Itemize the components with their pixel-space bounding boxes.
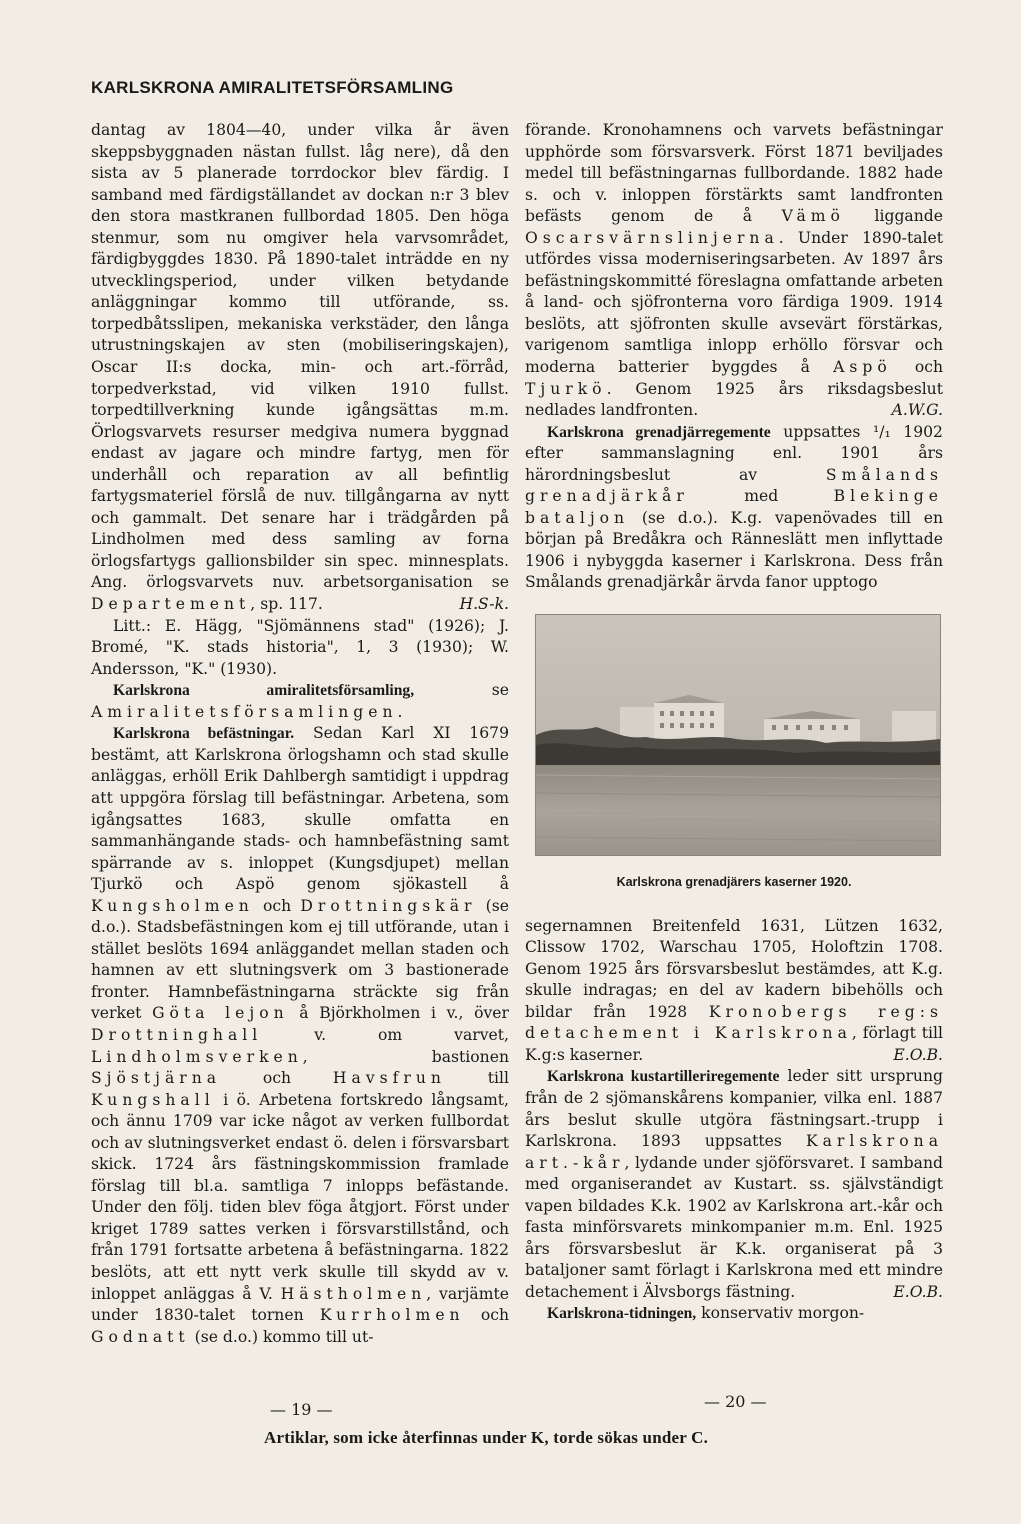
page-header: KARLSKRONA AMIRALITETSFÖRSAMLING — [91, 78, 454, 97]
left-paragraph-1: dantag av 1804—40, under vilka år även skeppsbyggnaden nästan fullst. låg nere), då den sista av 5 planerade torrdockor blev färdig. I samband med färdigställandet av dockan n:r 3 blev den stora mastkranen fullbordad 1805. Den höga stenmur, som nu omgiver hela varvsområdet, färdigbyggdes 1830. På 1890-talet inträdde en ny utvecklingsperiod, under vilken betydande anläggningar kommo till utförande, ss. torpedbåtsslipen, mekaniska verkstäder, den långa utrustningskajen av sten (mobiliseringskajen), Oscar II:s docka, min- och art.-förråd, torpedverkstad, vid vilken 1910 fullst. torpedtillverkning kunde igångsättas m.m. Örlogsvarvets resurser medgiva numera byggnad endast av jagare och mindre fartyg, men för underhåll och reparation av all befintlig fartygsmateriel förslå de nuv. tillgångarna av nytt och gammalt. Det senare har i trädgården på Lindholmen med dess samling av forna örlogsfartygs gallionsbilder sin spec. minnesplats. Ang. örlogsvarvets nuv. arbetsorganisation se Departement, sp. 117. H.S-k. — [91, 120, 509, 616]
signature: E.O.B. — [893, 1045, 943, 1064]
signature: A.W.G. — [891, 401, 943, 420]
right-column — [525, 120, 943, 1325]
entry-karlskrona-tidningen: Karlskrona-tidningen, konservativ morgon- — [547, 1304, 865, 1323]
entry-heading: Karlskrona-tidningen, — [547, 1305, 697, 1323]
footer-note: Artiklar, som icke återfinnas under K, torde sökas under C. — [264, 1428, 709, 1447]
photo-figure — [525, 614, 943, 856]
right-paragraph-2-cont: segernamnen Breitenfeld 1631, Lützen 1632, Clissow 1702, Warschau 1705, Holoftzin 1708. Genom 1925 års försvarsbeslut bestämdes, att K.g. skulle indragas; en del av kadern bibehölls och bildar från 1928 Kronobergs reg:s detachement i Karlskrona, förlagt till K.g:s kaserner. E.O.B. — [525, 916, 943, 1067]
literature-note: Litt.: E. Hägg, "Sjömännens stad" (1926); J. Bromé, "K. stads historia", 1, 3 (1930); W. Andersson, "K." (1930). — [91, 616, 509, 678]
barracks-photo-image — [536, 615, 940, 855]
right-paragraph-1: förande. Kronohamnens och varvets befästningar upphörde som försvarsverk. Först 1871 beviljades medel till befästningarnas fullbordande. 1882 hade s. och v. inloppen förstärkts samt landfronten befästs genom de å Vämö liggande Oscarsvärnslinjerna. Under 1890-talet utfördes vissa moderniseringsarbeten. Av 1897 års befästningskommitté föreslagna omfattande arbeten å land- och sjöfronterna voro färdiga 1909. 1914 beslöts, att sjöfronten skulle avsevärt förstärkas, varigenom samtliga inlopp erhöllo försvar och moderna batterier byggdes å Aspö och Tjurkö. Genom 1925 års riksdagsbeslut nedlades landfronten. A.W.G. — [525, 120, 943, 422]
entry-heading: Karlskrona kustartilleriregemente — [547, 1068, 780, 1086]
barracks-photo — [535, 614, 941, 856]
entry-heading: Karlskrona grenadjärregemente — [547, 423, 771, 441]
entry-kustartilleriregemente: Karlskrona kustartilleriregemente leder sitt ursprung från de 2 sjömanskårens kompanier, vilka enl. 1887 års beslut skulle utgöra fästningsart.-trupp i Karlskrona. 1893 uppsattes Karlskrona art.-kår, lydande under sjöförsvaret. I samband med organiserandet av Kustart. ss. självständigt vapen bildades K.k. 1902 av Karlskrona art.-kår och fasta minförsvarets minkompanier m.m. Enl. 1925 års försvarsbeslut är K.k. organiserat på 3 bataljoner samt förlagt i Karlskrona med ett mindre detachement i Älvsborgs fästning. E.O.B. — [525, 1066, 943, 1303]
page-number-right: — 20 — — [704, 1392, 767, 1411]
photo-caption: Karlskrona grenadjärers kaserner 1920. — [616, 875, 852, 890]
left-column — [91, 120, 509, 1348]
page-number-left: — 19 — — [270, 1400, 333, 1419]
signature: E.O.B. — [893, 1282, 943, 1301]
signature: H.S-k. — [459, 595, 509, 614]
entry-grenadjarregemente: Karlskrona grenadjärregemente uppsattes ¹/₁ 1902 efter sammanslagning enl. 1901 års härordningsbeslut av Smålands grenadjärkår med Blekinge bataljon (se d.o.). K.g. vapenövades till en början på Bredåkra och Rännеslätt men inflyttade 1906 i nybyggda kaserner i Karlskrona. Dess från Smålands grenadjärkår ärvda fanor upptogo — [525, 422, 943, 592]
entry-amiralitetsforsamling: Karlskrona amiralitetsförsamling, se Amiralitetsförsamlingen. — [91, 681, 509, 721]
entry-heading: Karlskrona amiralitetsförsamling, — [113, 682, 415, 700]
entry-heading: Karlskrona befästningar. — [113, 725, 295, 743]
entry-befastningar: Karlskrona befästningar. Sedan Karl XI 1679 bestämt, att Karlskrona örlogshamn och stad skulle anläggas, erhöll Erik Dahlbergh samtidigt i uppdrag att uppgöra förslag till befästningar. Arbetena, som igångsattes 1683, skulle omfatta en sammanhängande stads- och hamnbefästning samt spärrande av s. inloppet (Kungsdjupet) mellan Tjurkö och Aspö genom sjökastell å Kungsholmen och Drottningskär (se d.o.). Stadsbefästningen kom ej till utförande, utan i stället beslöts 1694 anläggandet mellan staden och hamnen av ett slutningsverk om 3 bastionerade fronter. Hamnbefästningarna sträckte sig från verket Göta lejon å Björkholmen i v., över Drottninghall v. om varvet, Lindholmsverken, bastionen Sjöstjärna och Havsfrun till Kungshall i ö. Arbetena fortskredo långsamt, och ännu 1709 var icke något av verken fullbordat och av slutningsverket endast ö. delen i försvarsbart skick. 1724 års fästningskommission framlade förslag till bl.a. samtliga 7 inlopps befästande. Under den följ. tiden blev föga åtgjort. Först under kriget 1789 sattes verken i försvarstillstånd, och från 1791 fortsatte arbetena å befästningarna. 1822 beslöts, att ett nytt verk skulle till skydd av v. inloppet anläggas å V. Hästholmen, varjämte under 1830-talet tornen Kurrholmen och Godnatt (se d.o.) kommo till ut- — [91, 724, 510, 1346]
